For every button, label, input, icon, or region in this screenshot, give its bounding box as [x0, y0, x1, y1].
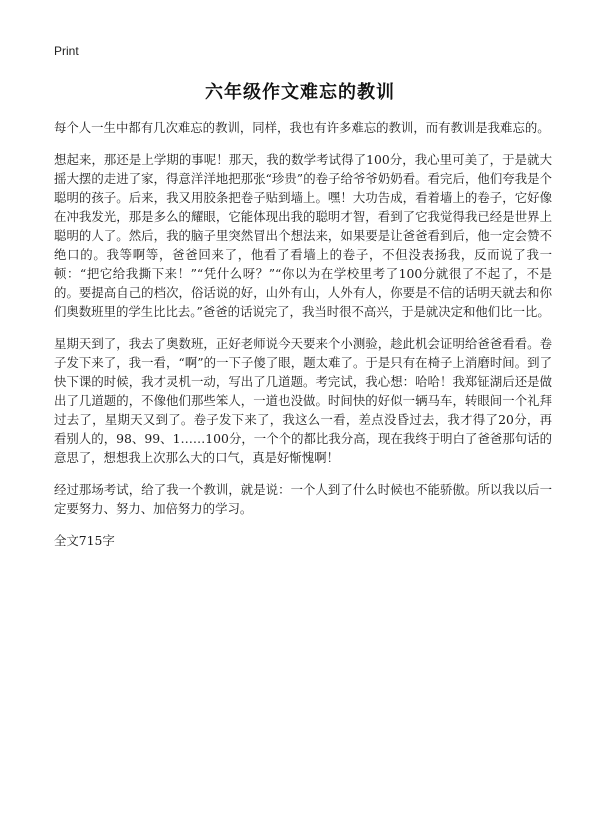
- article-title: 六年级作文难忘的教训: [205, 82, 395, 103]
- article-body: [54, 118, 552, 550]
- paragraph-exam-story: 想起来，那还是上学期的事呢！那天，我的数学考试得了100分，我心里可美了，于是就大摇大摆的走进了家，得意洋洋地把那张“珍贵”的卷子给爷爷奶奶看。看完后，他们夸我是个聪明的孩子。后来，我又用胶条把卷子贴到墙上。嘿！大功告成，看着墙上的卷子，它好像在冲我发光，那是多么的耀眼，它能体现出我的聪明才智，看到了它我觉得我已经是世界上聪明的人了。然后，我的脑子里突然冒出个想法来，如果要是让爸爸看到后，他一定会赞不绝口的。我等啊等，爸爸回来了，他看了看墙上的卷子，不但没表扬我，反而说了我一顿：“把它给我撕下来！”“凭什么呀？”“你以为在学校里考了100分就很了不起了，不是的。要提高自己的档次，俗话说的好，山外有山，人外有人，你要是不信的话明天就去和你们奥数班里的学生比比去。”爸爸的话说完了，我当时很不高兴，于是就决定和他们比一比。: [54, 152, 552, 319]
- paragraph-intro: 每个人一生中都有几次难忘的教训，同样，我也有许多难忘的教训，而有教训是我难忘的。: [54, 120, 550, 135]
- word-count: 全文715字: [54, 533, 115, 548]
- paragraph-olympiad-class: 星期天到了，我去了奥数班，正好老师说今天要来个小测验，趁此机会证明给爸爸看看。卷子发下来了，我一看，“啊”的一下子傻了眼，题太难了。于是只有在椅子上消磨时间。到了快下课的时候，我才灵机一动，写出了几道题。考完试，我心想：哈哈！我郑钲湖后还是做出了几道题的，不像他们那些笨人，一道也没做。时间快的好似一辆马车，转眼间一个礼拜过去了，星期天又到了。卷子发下来了，我这么一看，差点没昏过去，我才得了20分，再看别人的，98、99、1……100分，一个个的都比我分高，现在我终于明白了爸爸那句话的意思了，想想我上次那么大的口气，真是好惭愧啊！: [54, 336, 552, 465]
- paragraph-conclusion: 经过那场考试，给了我一个教训，就是说：一个人到了什么时候也不能骄傲。所以我以后一定要努力、努力、加倍努力的学习。: [54, 482, 552, 516]
- print-link[interactable]: Print: [54, 44, 79, 58]
